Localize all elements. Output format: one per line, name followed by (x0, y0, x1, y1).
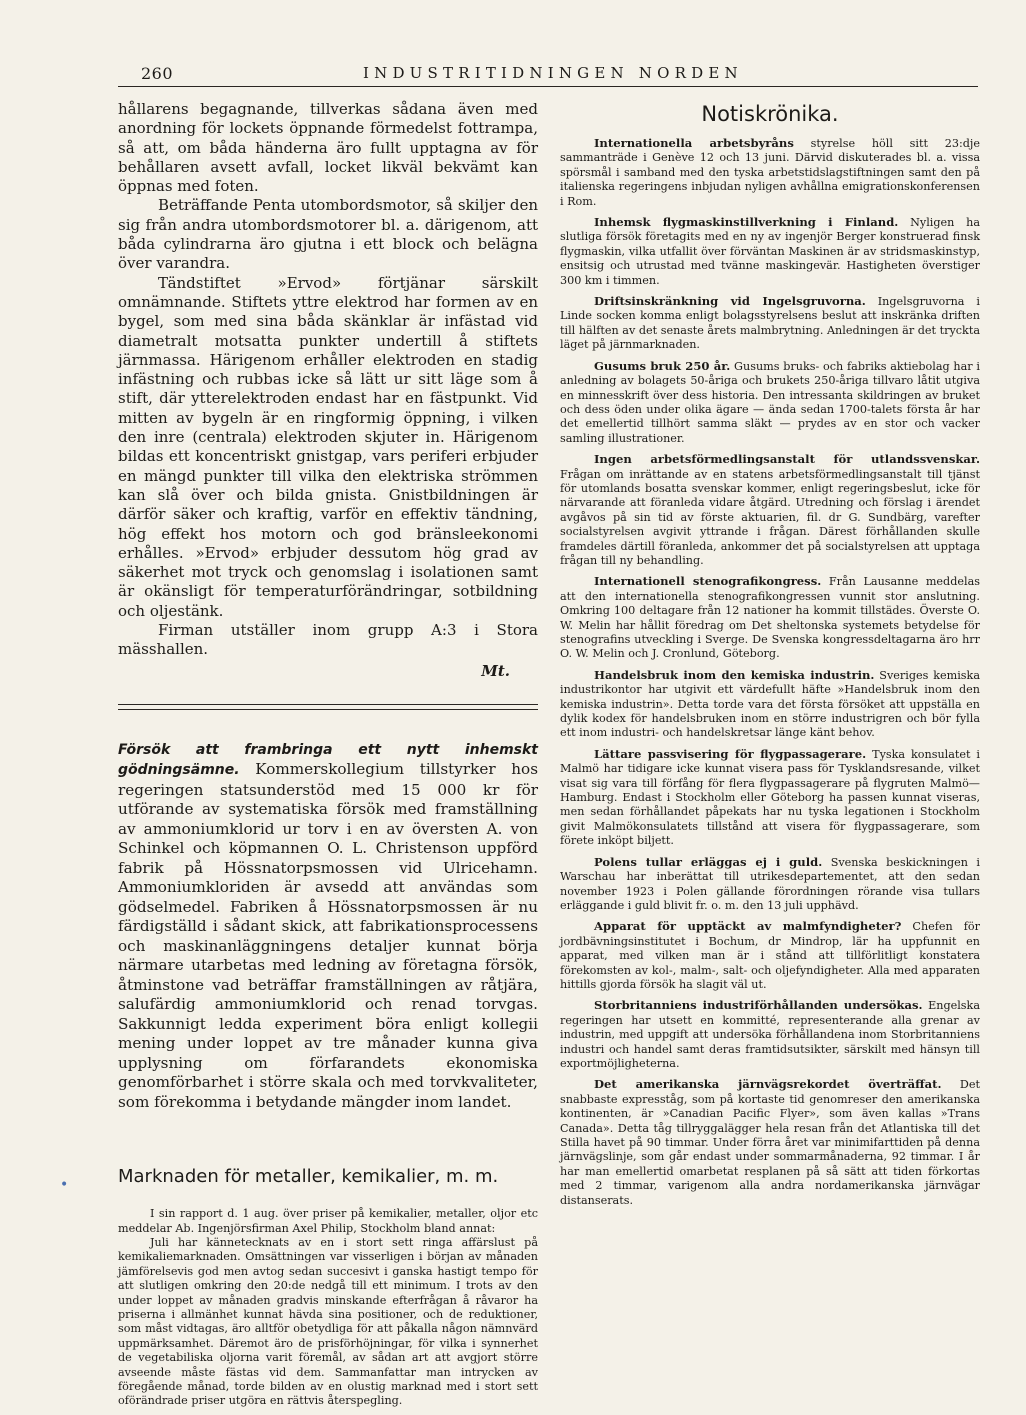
news-heading: Gusums bruk 250 år. (594, 358, 731, 373)
section-divider (118, 704, 538, 710)
news-item (560, 294, 980, 353)
news-item (560, 136, 980, 209)
news-text: Från Lausanne meddelas att den internationella stenografikongressen vunnit stor anslutning. Omkring 100 deltagare från 12 nationer ha kommit tillstädes. Överste O. W. Melin har hållit föredrag om Det sheltonska systemets betydelse för stenografins utveckling i Sverge. De Svenska kongressdeltagarna äro hrr O. W. Melin och J. Cronlund, Göteborg. (560, 575, 980, 661)
news-item (560, 1077, 980, 1208)
news-heading: Driftsinskränkning vid Ingelsgruvorna. (594, 294, 866, 309)
article-paragraph: Beträffande Penta utombordsmotor, så skiljer den sig från andra utombordsmotorer bl. a. därigenom, att båda cylindrarna äro gjutna i ett block och belägna över varandra. (118, 196, 538, 273)
left-column (118, 100, 538, 1409)
news-text: Engelska regeringen har utsett en kommitté, representerande alla grenar av industrin, med uppgift att undersöka förhållandena inom Storbritanniens industri och handel samt deras framtidsutsikter, särskilt med hänsyn till exportmöjligheterna. (560, 999, 980, 1070)
news-text: Nyligen ha slutliga försök företagits med en ny av ingenjör Berger konstruerad finsk flygmaskin, vilka utfallit över förväntan Maskinen är av stridsmaskinstyp, ensitsig och utrustad med tvänne maskingevär. Hastigheten överstiger 300 km i timmen. (560, 216, 980, 287)
news-item (560, 215, 980, 288)
news-item (560, 668, 980, 741)
market-paragraph: Juli har kännetecknats av en i stort sett ringa affärslust på kemikaliemarknaden. Omsättningen var visserligen i början av månaden jämförelsevis god men avtog sedan succesivt i ganska hastigt tempo för att slutligen omkring den 20:de nedgå till ett minimum. I trots av den under loppet av månaden gradvis minskande efterfrågan å råvaror ha priserna i allmänhet kunnat hävda sina positioner, och de reduktioner, som måst vidtagas, äro alltför obetydliga för att påkalla någon nämnvärd uppmärksamhet. Däremot äro de prisförhöjningar, för vilka i synnerhet de vegetabiliska oljorna varit föremål, av sådan art att avgjort större avseende måste fästas vid dem. Sammanfattar man intrycken av föregående månad, torde bilden av en olustig marknad med i stort sett oförändrade priser utgöra en rättvis återspegling. (118, 1235, 538, 1408)
margin-dot-mark: • (60, 1177, 69, 1193)
right-column (560, 100, 980, 1214)
header-rule (118, 86, 978, 87)
news-text: Ingelsgruvorna i Linde socken komma enligt bolagsstyrelsens beslut att inskränka driften till hälften av det senaste årets malmbrytning. Anledningen är det tryckta läget på järnmarknaden. (560, 295, 980, 352)
news-text: Sveriges kemiska industrikontor har utgivit ett värdefullt häfte »Handelsbruk inom den kemiska industrin». Detta torde vara det första försöket att uppställa en dylik kodex för handelsbruken inom en större industrigren och bör fylla ett inom industri- och handelskretsar länge känt behov. (560, 668, 980, 740)
news-item (560, 998, 980, 1071)
exhibition-article (118, 100, 538, 680)
article-paragraph: Tändstiftet »Ervod» förtjänar särskilt omnämnande. Stiftets yttre elektrod har formen av en bygel, som med sina båda skänklar är infästad vid diametralt motsatta punkter undertill å stiftets järnmassa. Härigenom erhåller elektroden en stadig infästning och rubbas icke så lätt ur sitt läge som å stift, där ytterelektroden endast har en fästpunkt. Vid mitten av bygeln är en ringformig öppning, i vilken den inre (centrala) elektroden skjuter in. Härigenom bildas ett koncentriskt gnistgap, vars periferi erbjuder en mängd punkter till vilka den elektriska strömmen kan slå över och bilda gnista. Gnistbildningen är därför säker och kraftig, varför en effektiv tändning, hög effekt hos motorn och god bränsleekonomi erhålles. »Ervod» erbjuder dessutom hög grad av säkerhet mot tryck och genomslag i isolationen samt är okänsligt för temperaturförändringar, sotbildning och oljestänk. (118, 273, 538, 620)
journal-title: INDUSTRITIDNINGEN NORDEN (363, 64, 743, 82)
news-text: Tyska konsulatet i Malmö har tidigare icke kunnat visera pass för Tysklandsresande, vilket visat sig vara till förfång för flera flygpassagerare på flygruten Malmö—Hamburg. Endast i Stockholm eller Göteborg ha passen kunnat viseras, men sedan förhållandet påpekats har nu tyska legationen i Stockholm givit Malmökonsulatets tillstånd att visera för flygpassagerare, som förete inköpt biljett. (560, 747, 980, 848)
news-heading: Internationell stenografikongress. (594, 574, 822, 589)
news-heading: Inhemsk flygmaskinstillverkning i Finland. (594, 215, 899, 230)
news-heading: Storbritanniens industriförhållanden undersökas. (594, 998, 923, 1013)
news-item (560, 359, 980, 446)
article-paragraph: Firman utställer inom grupp A:3 i Stora mässhallen. (118, 621, 538, 659)
news-text: Det snabbaste expresståg, som på kortaste tid genomreser den amerikanska kontinenten, är »Canadian Pacific Flyer», som även kallas »Trans Canada». Detta tåg tillryggalägger hela resan från det Atlantiska till det Stilla havet på 90 timmar. Under förra året var minimifarttiden på denna järnvägslinje, som går endast under sommarmånaderna, 92 timmar. I år har man emellertid omarbetat resplanen på så sätt att tiden förkortas med 2 timmar, varigenom alla andra nordamerikanska järnvägar distanserats. (560, 1078, 980, 1207)
news-item (560, 574, 980, 661)
author-signature: Mt. (481, 661, 510, 680)
fertilizer-heading: Försök att frambringa ett nytt inhemskt gödningsämne. (118, 741, 538, 779)
news-heading: Apparat för upptäckt av malmfyndigheter? (594, 919, 902, 934)
market-article (118, 1207, 538, 1409)
news-item (560, 747, 980, 849)
news-heading: Internationella arbetsbyråns (594, 136, 794, 150)
news-heading: Polens tullar erläggas ej i guld. (594, 854, 823, 869)
notiskronika-title: Notiskrönika. (701, 102, 839, 126)
news-item (560, 452, 980, 568)
fertilizer-paragraph (118, 740, 538, 1113)
market-heading: Marknaden för metaller, kemikalier, m. m. (118, 1166, 499, 1188)
article-paragraph: hållarens begagnande, tillverkas sådana även med anordning för lockets öppnande förmedelst fottrampa, så att, om båda händerna äro fullt upptagna av för behållaren avsett avfall, locket likväl bekvämt kan öppnas med foten. (118, 100, 538, 196)
page-number: 260 (141, 64, 174, 83)
news-heading: Lättare passvisering för flygpassagerare. (594, 746, 867, 761)
market-paragraph: I sin rapport d. 1 aug. över priser på kemikalier, metaller, oljor etc meddelar Ab. Ingenjörsfirman Axel Philip, Stockholm bland annat: (118, 1207, 538, 1235)
news-heading: Ingen arbetsförmedlingsanstalt för utlandssvenskar. (594, 452, 980, 467)
news-heading: Det amerikanska järnvägsrekordet överträffat. (594, 1077, 942, 1092)
fertilizer-article (118, 740, 538, 1113)
fertilizer-text: Kommerskollegium tillstyrker hos regeringen statsunderstöd med 15 000 kr för utförande av systematiska försök med framställning av ammoniumklorid ur torv i en av översten A. von Schinkel och köpmannen O. L. Christenson uppförd fabrik på Hössnatorpsmossen vid Ulricehamn. Ammoniumkloriden är avsedd att användas som gödselmedel. Fabriken å Hössnatorpsmossen är nu färdigställd i sådant skick, att fabrikationsprocessens och maskinanläggningens detaljer kunnat börja närmare utarbetas med ledning av företagna försök, åtminstone vad beträffar framställningen av råtjära, salufärdig ammoniumklorid och renad torvgas. Sakkunnigt ledda experiment böra enligt kollegii mening under loppet av tre månader kunna giva upplysning om förfarandets ekonomiska genomförbarhet i större skala och med torvkvaliteter, som förekomma i betydande mängder inom landet. (118, 760, 538, 1111)
news-text: Svenska beskickningen i Warschau har inberättat till utrikesdepartementet, att den sedan november 1923 i Polen gällande förordningen rörande visa tullars erläggande i guld blivit fr. o. m. den 13 juli upphävd. (560, 855, 981, 912)
news-text: Chefen för jordbävningsinstitutet i Bochum, dr Mindrop, lär ha uppfunnit en apparat, med vilken man är i stånd att tillförlitligt konstatera förekomsten av kol-, malm-, salt- och oljefyndigheter. Alla med apparaten hittills gjorda försök ha slagit väl ut. (560, 920, 980, 991)
news-text: Frågan om inrättande av en statens arbetsförmedlingsanstalt till tjänst för utomlands bosatta svenskar kommer, enligt regeringsbeslut, icke för närvarande att föranleda vidare åtgärd. Utredning och förslag i ärendet avgåvos på sin tid av förste aktuarien, fil. dr G. Sundbärg, varefter socialstyrelsen avgivit yttrande i frågan. Därest förhållanden skulle framdeles därtill föranleda, ankommer det på socialstyrelsen att upptaga frågan till ny behandling. (560, 467, 980, 567)
news-text: Gusums bruks- och fabriks aktiebolag har i anledning av bolagets 50-åriga och brukets 250-åriga tillvaro låtit utgiva en minnesskrift över dess historia. Den intressanta skildringen av bruket och dess öden under olika ägare — ända sedan 1700-talets första år har det emellertid tillhört samma släkt — prydes av en stor och vacker samling illustrationer. (560, 359, 980, 445)
news-text: styrelse höll sitt 23:dje sammanträde i Genève 12 och 13 juni. Därvid diskuterades bl. a. vissa spörsmål i samband med den tyska arbetstidslagstiftningen samt den på italienska regeringens inbjudan nyligen avhållna emigrationskonferensen i Rom. (560, 137, 980, 208)
news-heading: Handelsbruk inom den kemiska industrin. (594, 667, 875, 682)
news-item (560, 855, 980, 914)
news-item (560, 919, 980, 992)
